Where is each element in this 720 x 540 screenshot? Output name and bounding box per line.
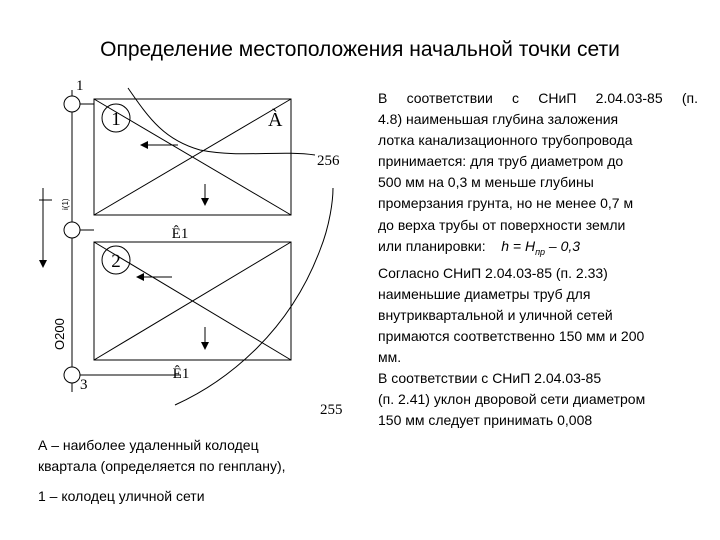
norms-line: промерзания грунта, но не менее 0,7 м <box>378 195 634 212</box>
legend-item-a <box>38 435 358 477</box>
norms-line: 500 мм на 0,3 м меньше глубины <box>378 174 594 191</box>
norms-paragraph-slope <box>378 368 698 431</box>
street-well-1 <box>64 96 80 112</box>
depth-formula <box>501 237 581 257</box>
legend-text <box>38 435 358 507</box>
flow-arrow-3-head <box>136 273 144 281</box>
norms-line: В соответствии с СНиП 2.04.03-85 (п. <box>378 90 698 106</box>
legend-item-1 <box>38 486 358 507</box>
norms-line: мм. <box>378 348 402 365</box>
flow-arrow-4-head <box>201 342 209 350</box>
formula-line <box>378 236 698 263</box>
node-label-3: 3 <box>80 377 88 393</box>
norms-line: 4.8) наименьшая глубина заложения <box>378 111 619 128</box>
norms-line: В соответствии с СНиП 2.04.03-85 <box>378 370 602 387</box>
norms-line: принимается: для труб диаметром до <box>378 153 624 170</box>
slide-title: Определение местоположения начальной точки сети <box>100 38 620 61</box>
contour-label-255: 255 <box>320 402 343 418</box>
norms-line: Согласно СНиП 2.04.03-85 (п. 2.33) <box>378 264 608 281</box>
legend-line: А – наиболее удаленный колодец <box>38 437 259 453</box>
formula-rest: – 0,3 <box>545 237 581 254</box>
norms-line: внутриквартальной и уличной сетей <box>378 306 613 323</box>
block-number-2: 2 <box>111 251 121 272</box>
node-label-1: 1 <box>76 78 84 94</box>
formula-sub: пр <box>535 246 546 257</box>
legend-line: 1 – колодец уличной сети <box>38 488 205 504</box>
flow-arrow-1-head <box>140 141 148 149</box>
norms-paragraph-depth <box>378 88 698 263</box>
norms-line: наименьшие диаметры труб для <box>378 285 591 302</box>
well-label-2: Ê1 <box>172 366 190 382</box>
formula-prefix: или планировки: <box>378 237 486 254</box>
point-a-label: À <box>268 109 283 131</box>
legend-line: квартала (определяется по генплану), <box>38 458 286 474</box>
street-well-2 <box>64 222 80 238</box>
norms-line: 150 мм следует принимать 0,008 <box>378 412 593 429</box>
formula-h: h <box>501 237 509 254</box>
norms-text <box>378 88 698 431</box>
norms-line: (п. 2.41) уклон дворовой сети диаметром <box>378 391 646 408</box>
norms-line: лотка канализационного трубопровода <box>378 132 633 149</box>
well-label-1: Ê1 <box>171 226 189 242</box>
contour-label-256: 256 <box>317 153 340 169</box>
formula-eq: = H <box>509 237 536 254</box>
dimension-arrow-head <box>39 260 47 268</box>
street-label: O200 <box>52 318 67 350</box>
norms-paragraph-diameter <box>378 263 698 368</box>
contour-255 <box>172 188 333 405</box>
block-number-1: 1 <box>111 109 121 130</box>
dimension-label: i(1) <box>61 198 70 210</box>
norms-line: до верха трубы от поверхности земли <box>378 216 626 233</box>
street-well-3 <box>64 367 80 383</box>
flow-arrow-2-head <box>201 198 209 206</box>
norms-line: примаются соответственно 150 мм и 200 <box>378 327 645 344</box>
